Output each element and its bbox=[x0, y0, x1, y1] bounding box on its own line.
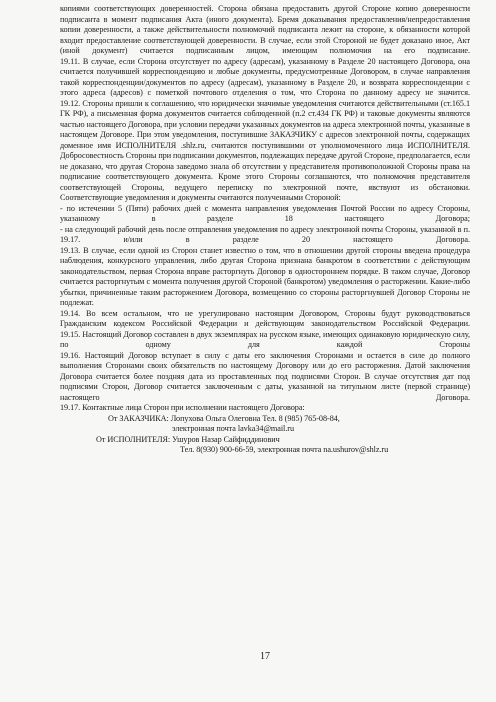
paragraph-19-16: 19.16. Настоящий Договор вступает в силу с даты его заключения Сторонами и остается в силе до полного выполнения Сторонами своих обязательств по настоящему Договору или до его расторжения. Датой заключения Договора считается более поздняя дата из проставленных под подписями Сторон. В случае отсутствия дат под подписями Сторон, Договор считается заключенным с даты, указанной на титульном листе (первой странице) настоящего Договора. bbox=[60, 350, 470, 402]
contractor-phone-email-line: Тел. 8(930) 900-66-59, электронная почта na.ushurov@shlz.ru bbox=[180, 445, 389, 454]
list-item-post-delivery: - по истечении 5 (Пяти) рабочих дней с момента направления уведомления Почтой России по адресу Стороны, указанному в разделе 18 настоящего Договора; bbox=[60, 203, 470, 223]
paragraph-19-17: 19.17. Контактные лица Сторон при исполнении настоящего Договора: bbox=[60, 403, 305, 412]
paragraph-19-11: 19.11. В случае, если Сторона отсутствует по адресу (адресам), указанному в Разделе 20 настоящего Договора, она считается получившей корреспонденцию и любые документы, предусмотренные Договором, в случае направления такой корреспонденции/документов по адресу (адресам), указанному в Разделе 20, и возврата корреспонденции с этого адреса (адресов) с пометкой почтового отделения о том, что Сторона по данному адресу не значится. bbox=[60, 56, 470, 97]
customer-email-line: электронная почта lavka34@mail.ru bbox=[172, 424, 294, 433]
paragraph-19-15: 19.15. Настоящий Договор составлен в двух экземплярах на русском языке, имеющих одинаковую юридическую силу, по одному для каждой Стороны bbox=[60, 329, 470, 349]
paragraph-good-faith: Добросовестность Стороны при подписании документов, подлежащих передаче другой Стороне, предполагается, если не доказано, что другая Сторона заведомо знала об отсутствии у представителя противоположной Стороны права на подписание соответствующего документа. Кроме этого Стороны соглашаются, что полномочия представителя соответствующей Стороны, ведущего переписку по электронной почте, явствуют из обстановки. bbox=[60, 151, 470, 192]
paragraph-19-12: 19.12. Стороны пришли к соглашению, что юридически значимые уведомления считаются действительными (ст.165.1 ГК РФ), а письменная форма документов считается соблюденной (п.2 ст.434 ГК РФ) и таковые документы являются частью настоящего Договора, при условии передачи указанных документов на адреса электронной почты, указанные в настоящем Договоре. При этом уведомления, поступившие ЗАКАЗЧИКУ с адресов электронной почты, содержащих доменное имя ИСПОЛНИТЕЛЯ .shlz.ru, считаются поступившими от уполномоченного лица ИСПОЛНИТЕЛЯ. bbox=[60, 98, 470, 150]
paragraph-19-13: 19.13. В случае, если одной из Сторон станет известно о том, что в отношении другой стороны введена процедура наблюдения, конкурсного управления, либо другая Сторона признана банкротом в соответствии с действующим законодательством, первая Сторона вправе расторгнуть Договор в одностороннем порядке. В таком случае, Договор считается расторгнутым с момента получения другой Стороной (банкротом) уведомления о расторжении. Какие-либо убытки, причиненные таким расторжением Договора, возмещению со стороны расторгнувшей Договор Стороны не подлежат. bbox=[60, 245, 470, 307]
paragraph-19-10-continuation: копиями соответствующих доверенностей. Сторона обязана предоставить другой Стороне копию доверенности подписанта в момент подписания Акта (иного документа). Бремя доказывания предоставления/непредоставления копии доверенности, а также действительности полномочий подписанта лежит на стороне, к обязанности которой входит предоставление соответствующей доверенности. В случае, если этой Стороной не будет доказано иное, Акт (иной документ) считается подписанным лицом, имеющим полномочия на его подписание. bbox=[60, 4, 470, 55]
list-item-email-delivery: - на следующий рабочий день после отправления уведомления по адресу электронной почты Стороны, указанной в п. 19.17. и/или в разделе 20 настоящего Договора. bbox=[60, 224, 470, 244]
page-number: 17 bbox=[260, 651, 270, 662]
contractor-contact-line: От ИСПОЛНИТЕЛЯ: Ушуров Назар Сайфиддинович bbox=[96, 434, 280, 444]
paragraph-19-14: 19.14. Во всем остальном, что не урегулировано настоящим Договором, Стороны будут руководствоваться Гражданским кодексом Российской Федерации и действующим законодательством Российской Федерации. bbox=[60, 308, 470, 328]
paragraph-notices-received: Соответствующие уведомления и документы считаются полученными Стороной: bbox=[60, 193, 341, 202]
customer-contact-line: От ЗАКАЗЧИКА: Лопухова Ольга Олеговна Тел. 8 (985) 765-08-84, bbox=[108, 413, 340, 423]
